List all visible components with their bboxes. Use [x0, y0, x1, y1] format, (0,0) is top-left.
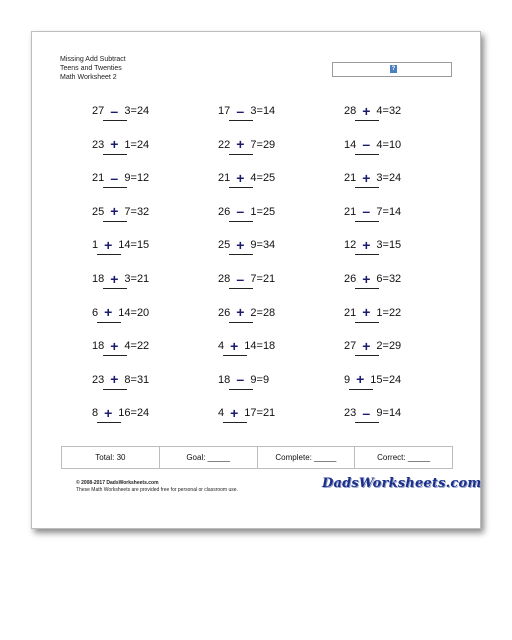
- answer-blank[interactable]: [229, 221, 253, 222]
- answer-blank[interactable]: [103, 355, 127, 356]
- operand-a: 26: [218, 306, 231, 319]
- equation: [344, 373, 401, 387]
- plus-icon: +: [236, 304, 245, 321]
- operand-b: 4: [376, 105, 383, 118]
- answer-blank[interactable]: [103, 187, 127, 188]
- operand-b: 4: [124, 340, 131, 353]
- total-cell: Total: 30: [95, 453, 126, 462]
- equation: [218, 306, 275, 320]
- result: 22: [136, 340, 150, 353]
- plus-icon: +: [236, 169, 245, 186]
- problem-item: [218, 406, 308, 432]
- title-line-2: Teens and Twenties: [60, 65, 122, 72]
- equation: [344, 339, 401, 353]
- problem-item: [218, 373, 308, 399]
- equals-sign: =: [130, 172, 137, 185]
- equation: [344, 272, 401, 286]
- equation: [218, 272, 275, 286]
- operand-a: 9: [344, 373, 351, 386]
- problem-item: [218, 104, 308, 130]
- problem-item: [92, 238, 182, 264]
- equals-sign: =: [382, 105, 389, 118]
- equals-sign: =: [382, 205, 389, 218]
- answer-blank[interactable]: [229, 389, 253, 390]
- equation: [92, 171, 149, 185]
- operand-a: 23: [92, 373, 105, 386]
- operand-b: 7: [124, 205, 131, 218]
- equals-sign: =: [382, 172, 389, 185]
- operand-b: 9: [376, 407, 383, 420]
- operand-a: 27: [344, 340, 357, 353]
- operand-b: 1: [124, 138, 131, 151]
- equation: [218, 238, 275, 252]
- operand-b: 2: [376, 340, 383, 353]
- plus-icon: +: [362, 337, 371, 354]
- problem-item: [218, 238, 308, 264]
- problem-item: [218, 205, 308, 231]
- operand-a: 22: [218, 138, 231, 151]
- problem-item: [218, 272, 308, 298]
- problem-item: [344, 272, 434, 298]
- equals-sign: =: [256, 138, 263, 151]
- equals-sign: =: [130, 306, 137, 319]
- operand-a: 28: [344, 105, 357, 118]
- result: 32: [388, 105, 402, 118]
- operand-b: 8: [124, 373, 131, 386]
- correct-cell: Correct: _____: [354, 447, 452, 468]
- result: 24: [136, 407, 150, 420]
- operand-b: 7: [376, 205, 383, 218]
- operand-b: 3: [376, 172, 383, 185]
- result: 21: [262, 407, 276, 420]
- operand-a: 23: [344, 407, 357, 420]
- equation: [92, 373, 149, 387]
- complete-cell: Complete: _____: [257, 447, 355, 468]
- operand-b: 15: [370, 373, 383, 386]
- operand-a: 17: [218, 105, 231, 118]
- operand-a: 1: [92, 239, 99, 252]
- problem-item: [218, 306, 308, 332]
- result: 32: [136, 205, 150, 218]
- operand-b: 9: [250, 239, 257, 252]
- operand-b: 7: [250, 273, 257, 286]
- equals-sign: =: [130, 340, 137, 353]
- answer-blank[interactable]: [349, 389, 373, 390]
- equation: [344, 171, 401, 185]
- equals-sign: =: [256, 306, 263, 319]
- equation: [218, 205, 275, 219]
- operand-b: 14: [118, 306, 131, 319]
- plus-icon: +: [362, 270, 371, 287]
- operand-a: 21: [344, 306, 357, 319]
- equals-sign: =: [382, 273, 389, 286]
- minus-icon: –: [362, 404, 371, 421]
- plus-icon: +: [356, 371, 365, 388]
- plus-icon: +: [104, 404, 113, 421]
- equation: [344, 205, 401, 219]
- minus-icon: –: [236, 371, 245, 388]
- operand-a: 25: [92, 205, 105, 218]
- result: 24: [136, 105, 150, 118]
- operand-a: 4: [218, 340, 225, 353]
- equals-sign: =: [256, 340, 263, 353]
- result: 15: [388, 239, 402, 252]
- operand-a: 12: [344, 239, 357, 252]
- problem-item: [92, 138, 182, 164]
- problem-item: [92, 171, 182, 197]
- equals-sign: =: [256, 105, 263, 118]
- operand-b: 17: [244, 407, 257, 420]
- operand-b: 4: [250, 172, 257, 185]
- equation: [218, 406, 275, 420]
- plus-icon: +: [110, 136, 119, 153]
- help-icon[interactable]: ?: [391, 66, 396, 72]
- problem-item: [92, 339, 182, 365]
- plus-icon: +: [110, 337, 119, 354]
- result: 20: [136, 306, 150, 319]
- problem-item: [344, 138, 434, 164]
- answer-blank[interactable]: [355, 355, 379, 356]
- answer-blank[interactable]: [229, 254, 253, 255]
- operand-b: 4: [376, 138, 383, 151]
- answer-blank[interactable]: [355, 322, 379, 323]
- equals-sign: =: [130, 239, 137, 252]
- minus-icon: –: [110, 169, 119, 186]
- result: 22: [388, 306, 402, 319]
- problem-item: [344, 238, 434, 264]
- problem-item: [92, 104, 182, 130]
- operand-a: 4: [218, 407, 225, 420]
- operand-b: 9: [124, 172, 131, 185]
- equals-sign: =: [382, 373, 389, 386]
- worksheet-page: [31, 31, 481, 529]
- answer-blank[interactable]: [103, 120, 127, 121]
- equation: [218, 339, 275, 353]
- goal-cell: Goal: _____: [159, 447, 257, 468]
- equation: [218, 373, 269, 387]
- result: 21: [262, 273, 276, 286]
- answer-blank[interactable]: [103, 389, 127, 390]
- operand-a: 18: [92, 340, 105, 353]
- answer-blank[interactable]: [103, 221, 127, 222]
- result: 21: [136, 273, 150, 286]
- copyright-block: [76, 480, 238, 494]
- operand-a: 18: [218, 373, 231, 386]
- equals-sign: =: [382, 138, 389, 151]
- equation: [218, 104, 275, 118]
- problem-item: [344, 339, 434, 365]
- answer-blank[interactable]: [229, 120, 253, 121]
- equation: [218, 138, 275, 152]
- result: 10: [388, 138, 402, 151]
- equation: [92, 138, 149, 152]
- problem-item: [344, 104, 434, 130]
- answer-blank[interactable]: [229, 187, 253, 188]
- operand-a: 26: [344, 273, 357, 286]
- equals-sign: =: [382, 340, 389, 353]
- problem-item: [218, 138, 308, 164]
- result: 28: [262, 306, 276, 319]
- equals-sign: =: [256, 373, 263, 386]
- problem-item: [344, 171, 434, 197]
- operand-a: 8: [92, 407, 99, 420]
- result: 14: [262, 105, 276, 118]
- equation: [92, 406, 149, 420]
- equals-sign: =: [130, 373, 137, 386]
- equals-sign: =: [256, 172, 263, 185]
- plus-icon: +: [362, 102, 371, 119]
- answer-blank[interactable]: [223, 355, 247, 356]
- operand-a: 21: [344, 172, 357, 185]
- equals-sign: =: [130, 273, 137, 286]
- answer-blank[interactable]: [355, 154, 379, 155]
- minus-icon: –: [110, 102, 119, 119]
- problem-item: [92, 306, 182, 332]
- equals-sign: =: [256, 273, 263, 286]
- operand-b: 14: [118, 239, 131, 252]
- operand-b: 16: [118, 407, 131, 420]
- plus-icon: +: [236, 236, 245, 253]
- operand-a: 6: [92, 306, 99, 319]
- minus-icon: –: [236, 203, 245, 220]
- plus-icon: +: [110, 203, 119, 220]
- operand-a: 21: [218, 172, 231, 185]
- problem-item: [92, 373, 182, 399]
- problem-item: [92, 205, 182, 231]
- equals-sign: =: [130, 105, 137, 118]
- answer-blank[interactable]: [355, 221, 379, 222]
- plus-icon: +: [362, 304, 371, 321]
- plus-icon: +: [236, 136, 245, 153]
- equation: [344, 138, 401, 152]
- operand-a: 21: [344, 205, 357, 218]
- plus-icon: +: [110, 371, 119, 388]
- result: 14: [388, 205, 402, 218]
- result: 31: [136, 373, 150, 386]
- equation: [92, 339, 149, 353]
- site-logo: DadsWorksheets.com: [322, 476, 482, 491]
- operand-b: 7: [250, 138, 257, 151]
- problem-item: [92, 272, 182, 298]
- equation: [344, 104, 401, 118]
- operand-b: 3: [250, 105, 257, 118]
- equals-sign: =: [130, 138, 137, 151]
- answer-blank[interactable]: [229, 322, 253, 323]
- operand-a: 25: [218, 239, 231, 252]
- result: 25: [262, 205, 276, 218]
- answer-blank[interactable]: [355, 254, 379, 255]
- copyright-line: © 2008-2017 DadsWorksheets.com: [76, 480, 159, 486]
- equation: [92, 238, 149, 252]
- equation: [92, 104, 149, 118]
- operand-a: 23: [92, 138, 105, 151]
- equals-sign: =: [256, 239, 263, 252]
- result: 32: [388, 273, 402, 286]
- result: 24: [136, 138, 150, 151]
- name-answer-box[interactable]: [332, 62, 452, 77]
- result: 29: [262, 138, 276, 151]
- equation: [344, 406, 401, 420]
- minus-icon: –: [362, 136, 371, 153]
- problem-item: [344, 306, 434, 332]
- problem-item: [218, 171, 308, 197]
- operand-a: 14: [344, 138, 357, 151]
- operand-b: 2: [250, 306, 257, 319]
- plus-icon: +: [362, 236, 371, 253]
- answer-blank[interactable]: [355, 288, 379, 289]
- answer-blank[interactable]: [103, 154, 127, 155]
- operand-b: 1: [250, 205, 257, 218]
- operand-b: 3: [376, 239, 383, 252]
- result: 24: [388, 373, 402, 386]
- answer-blank[interactable]: [229, 288, 253, 289]
- equals-sign: =: [382, 407, 389, 420]
- operand-b: 6: [376, 273, 383, 286]
- equals-sign: =: [130, 205, 137, 218]
- operand-a: 21: [92, 172, 105, 185]
- problem-item: [218, 339, 308, 365]
- minus-icon: –: [362, 203, 371, 220]
- plus-icon: +: [362, 169, 371, 186]
- answer-blank[interactable]: [103, 288, 127, 289]
- operand-a: 27: [92, 105, 105, 118]
- equation: [92, 272, 149, 286]
- answer-blank[interactable]: [355, 120, 379, 121]
- operand-b: 14: [244, 340, 257, 353]
- equals-sign: =: [256, 205, 263, 218]
- result: 14: [388, 407, 402, 420]
- equals-sign: =: [256, 407, 263, 420]
- operand-a: 28: [218, 273, 231, 286]
- answer-blank[interactable]: [223, 422, 247, 423]
- result: 25: [262, 172, 276, 185]
- equals-sign: =: [382, 239, 389, 252]
- plus-icon: +: [230, 404, 239, 421]
- usage-note: These Math Worksheets are provided free for personal or classroom use.: [76, 487, 238, 493]
- plus-icon: +: [104, 304, 113, 321]
- operand-a: 26: [218, 205, 231, 218]
- equation: [92, 205, 149, 219]
- problem-item: [344, 406, 434, 432]
- answer-blank[interactable]: [97, 322, 121, 323]
- answer-blank[interactable]: [355, 422, 379, 423]
- plus-icon: +: [104, 236, 113, 253]
- equation: [92, 306, 149, 320]
- result: 18: [262, 340, 276, 353]
- result: 24: [388, 172, 402, 185]
- minus-icon: –: [236, 270, 245, 287]
- title-line-3: Math Worksheet 2: [60, 74, 117, 81]
- answer-blank[interactable]: [97, 254, 121, 255]
- problem-item: [344, 373, 434, 399]
- result: 12: [136, 172, 150, 185]
- equation: [344, 306, 401, 320]
- equation: [218, 171, 275, 185]
- result: 9: [262, 373, 270, 386]
- equation: [344, 238, 401, 252]
- operand-b: 3: [124, 273, 131, 286]
- result: 29: [388, 340, 402, 353]
- title-line-1: Missing Add Subtract: [60, 56, 126, 63]
- operand-b: 9: [250, 373, 257, 386]
- equals-sign: =: [382, 306, 389, 319]
- result: 15: [136, 239, 150, 252]
- answer-blank[interactable]: [355, 187, 379, 188]
- equals-sign: =: [130, 407, 137, 420]
- result: 34: [262, 239, 276, 252]
- problem-item: [344, 205, 434, 231]
- problem-item: [92, 406, 182, 432]
- operand-b: 1: [376, 306, 383, 319]
- operand-b: 3: [124, 105, 131, 118]
- plus-icon: +: [230, 337, 239, 354]
- score-row: [61, 446, 453, 469]
- operand-a: 18: [92, 273, 105, 286]
- answer-blank[interactable]: [97, 422, 121, 423]
- worksheet-title-block: [60, 55, 126, 82]
- minus-icon: –: [236, 102, 245, 119]
- plus-icon: +: [110, 270, 119, 287]
- answer-blank[interactable]: [229, 154, 253, 155]
